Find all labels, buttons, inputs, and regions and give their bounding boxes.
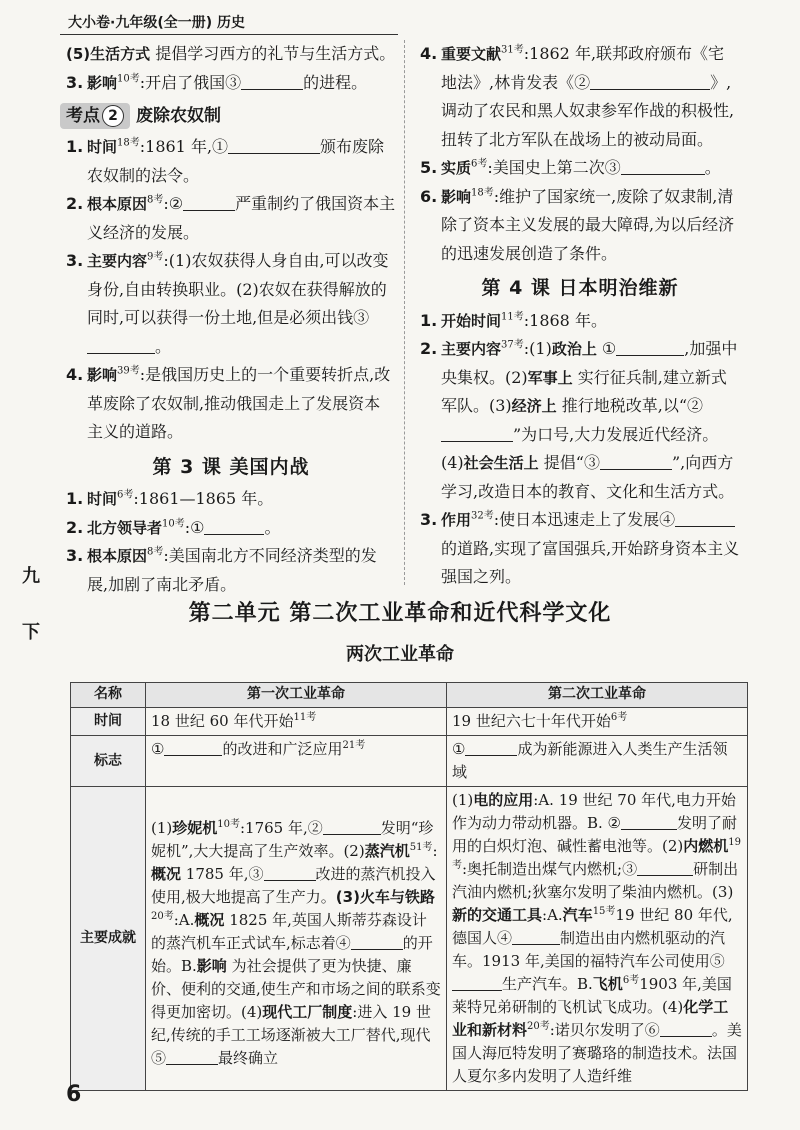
fill-blank[interactable]: [228, 137, 320, 154]
table-title: 两次工业革命: [346, 644, 454, 665]
row-header: 时间: [71, 708, 146, 736]
table-header-row: [71, 683, 748, 708]
fill-blank[interactable]: [637, 859, 693, 876]
table-row: [71, 787, 748, 1091]
fill-blank[interactable]: [164, 739, 222, 756]
kaodian-tag: 考点 2: [60, 103, 130, 129]
table-cell: 19 世纪六七十年代开始$^{6考}$: [447, 708, 748, 736]
left-column: [66, 40, 396, 599]
table-row: [71, 708, 748, 736]
page-header: 大小卷·九年级(全一册) 历史: [68, 15, 245, 31]
kaodian-heading: [60, 101, 396, 131]
list-item: 5. 实质$^{6考}$:美国史上第二次③ 。: [420, 158, 721, 177]
fill-blank[interactable]: [241, 73, 303, 90]
page-number: 6: [66, 1082, 82, 1107]
right-column: [420, 40, 740, 592]
fill-blank[interactable]: [600, 453, 672, 470]
column-divider: [404, 40, 405, 585]
table-cell: (1)电的应用:A. 19 世纪 70 年代,电力开始作为动力带动机器。B. ② 发明了耐用的白炽灯泡、碱性蓄电池等。(2)内燃机$^{19考}$:奥托制造出煤气内燃机;③ 研制出汽油内燃机;狄塞尔发明了柴油内燃机。(3)新的交通工具:A.汽车$^{15考}$19 世纪 80 年代,德国人④ 制造出由内燃机驱动的汽车。1913 年,美国的福特汽车公司使用⑤生产汽车。B.飞机$^{6考}$1903 年,美国莱特兄弟研制的飞机试飞成功。(4)化学工业和新材料$^{20考}$:诺贝尔发明了⑥ 。美国人海厄特发明了赛璐珞的制造技术。法国人夏尔多内发明了人造纤维: [447, 787, 748, 1091]
list-item: (5)生活方式 提倡学习西方的礼节与生活方式。: [66, 44, 396, 63]
list-item: 2. 根本原因$^{8考}$:② 严重制约了俄国资本主义经济的发展。: [66, 194, 396, 242]
list-item: 3. 根本原因$^{8考}$:美国南北方不同经济类型的发展,加剧了南北矛盾。: [66, 546, 377, 594]
fill-blank[interactable]: [512, 928, 560, 945]
fill-blank[interactable]: [204, 518, 264, 535]
list-item: 6. 影响$^{18考}$:维护了国家统一,废除了奴隶制,清除了资本主义发展的最大障碍,为以后经济的迅速发展创造了条件。: [420, 186, 735, 263]
fill-blank[interactable]: [660, 1020, 712, 1037]
table-cell: ① 成为新能源进入人类生产生活领域: [447, 736, 748, 787]
side-tab-char-2: 下: [22, 622, 40, 643]
fill-blank[interactable]: [323, 818, 381, 835]
list-item: 1. 时间$^{18考}$:1861 年,① 颁布废除农奴制的法令。: [66, 137, 385, 185]
fill-blank[interactable]: [441, 425, 513, 442]
list-item: 4. 影响$^{39考}$:是俄国历史上的一个重要转折点,改革废除了农奴制,推动俄国走上了发展资本主义的道路。: [66, 365, 391, 441]
list-item: 3. 影响$^{10考}$:开启了俄国③ 的进程。: [66, 72, 368, 92]
table-cell: 18 世纪 60 年代开始$^{11考}$: [146, 708, 447, 736]
table-cell: (1)珍妮机$^{10考}$:1765 年,② 发明“珍妮机”,大大提高了生产效率。(2)蒸汽机$^{51考}$:概况 1785 年,③ 改进的蒸汽机投入使用,极大地提高了生产力。(3)火车与铁路$^{20考}$:A.概况 1825 年,英国人斯蒂芬森设计的蒸汽机车正式试车,标志着④ 的开始。B.影响 为社会提供了更为快捷、廉价、便利的交通,使生产和市场之间的联系变得更加密切。(4)现代工厂制度:进入 19 世纪,传统的手工工场逐渐被大工厂替代,现代⑤ 最终确立: [146, 787, 447, 1091]
table-cell: ① 的改进和广泛应用$^{21考}$: [146, 736, 447, 787]
fill-blank[interactable]: [621, 813, 677, 830]
fill-blank[interactable]: [616, 339, 684, 356]
fill-blank[interactable]: [264, 864, 316, 881]
table-row: [71, 736, 748, 787]
row-header: 主要成就: [71, 787, 146, 1091]
list-item: 2. 北方领导者$^{10考}$:① 。: [66, 517, 281, 537]
column-header: 第一次工业革命: [146, 683, 447, 708]
fill-blank[interactable]: [675, 510, 735, 527]
unit-title: 第二单元 第二次工业革命和近代科学文化: [188, 601, 612, 626]
fill-blank[interactable]: [621, 158, 705, 175]
comparison-table: [70, 682, 748, 1091]
fill-blank[interactable]: [452, 974, 502, 991]
list-item: 4. 重要文献$^{31考}$:1862 年,联邦政府颁布《宅地法》,林肯发表《② 》,调动了农民和黑人奴隶参军作战的积极性,扭转了北方军队在战场上的被动局面。: [420, 44, 735, 149]
fill-blank[interactable]: [87, 337, 155, 354]
list-item: 3. 作用$^{32考}$:使日本迅速走上了发展④的道路,实现了富国强兵,开始跻身资本主义强国之列。: [420, 510, 740, 586]
lesson-title: 第 4 课 日本明治维新: [481, 277, 679, 299]
list-item: 3. 主要内容$^{9考}$:(1)农奴获得人身自由,可以改变身份,自由转换职业。(2)农奴在获得解放的同时,可以获得一份土地,但是必须出钱③。: [66, 251, 389, 356]
fill-blank[interactable]: [465, 739, 517, 756]
fill-blank[interactable]: [351, 933, 403, 950]
column-header: 名称: [71, 683, 146, 708]
list-item: 1. 开始时间$^{11考}$:1868 年。: [420, 310, 607, 330]
lesson-title: 第 3 课 美国内战: [152, 455, 310, 478]
side-tab-char-1: 九: [22, 566, 40, 587]
fill-blank[interactable]: [183, 194, 235, 211]
column-header: 第二次工业革命: [447, 683, 748, 708]
header-divider: [60, 34, 398, 35]
row-header: 标志: [71, 736, 146, 787]
fill-blank[interactable]: [166, 1048, 218, 1065]
list-item: 1. 时间$^{6考}$:1861—1865 年。: [66, 489, 274, 508]
kaodian-title: 废除农奴制: [136, 105, 221, 126]
list-item: 2. 主要内容$^{37考}$:(1)政治上 ① ,加强中央集权。(2)军事上 实行征兵制,建立新式军队。(3)经济上 推行地税改革,以“②”为口号,大力发展近代经济。(4)社会生活上 提倡“③ ”,向西方学习,改造日本的教育、文化和生活方式。: [420, 339, 738, 501]
fill-blank[interactable]: [590, 73, 710, 90]
